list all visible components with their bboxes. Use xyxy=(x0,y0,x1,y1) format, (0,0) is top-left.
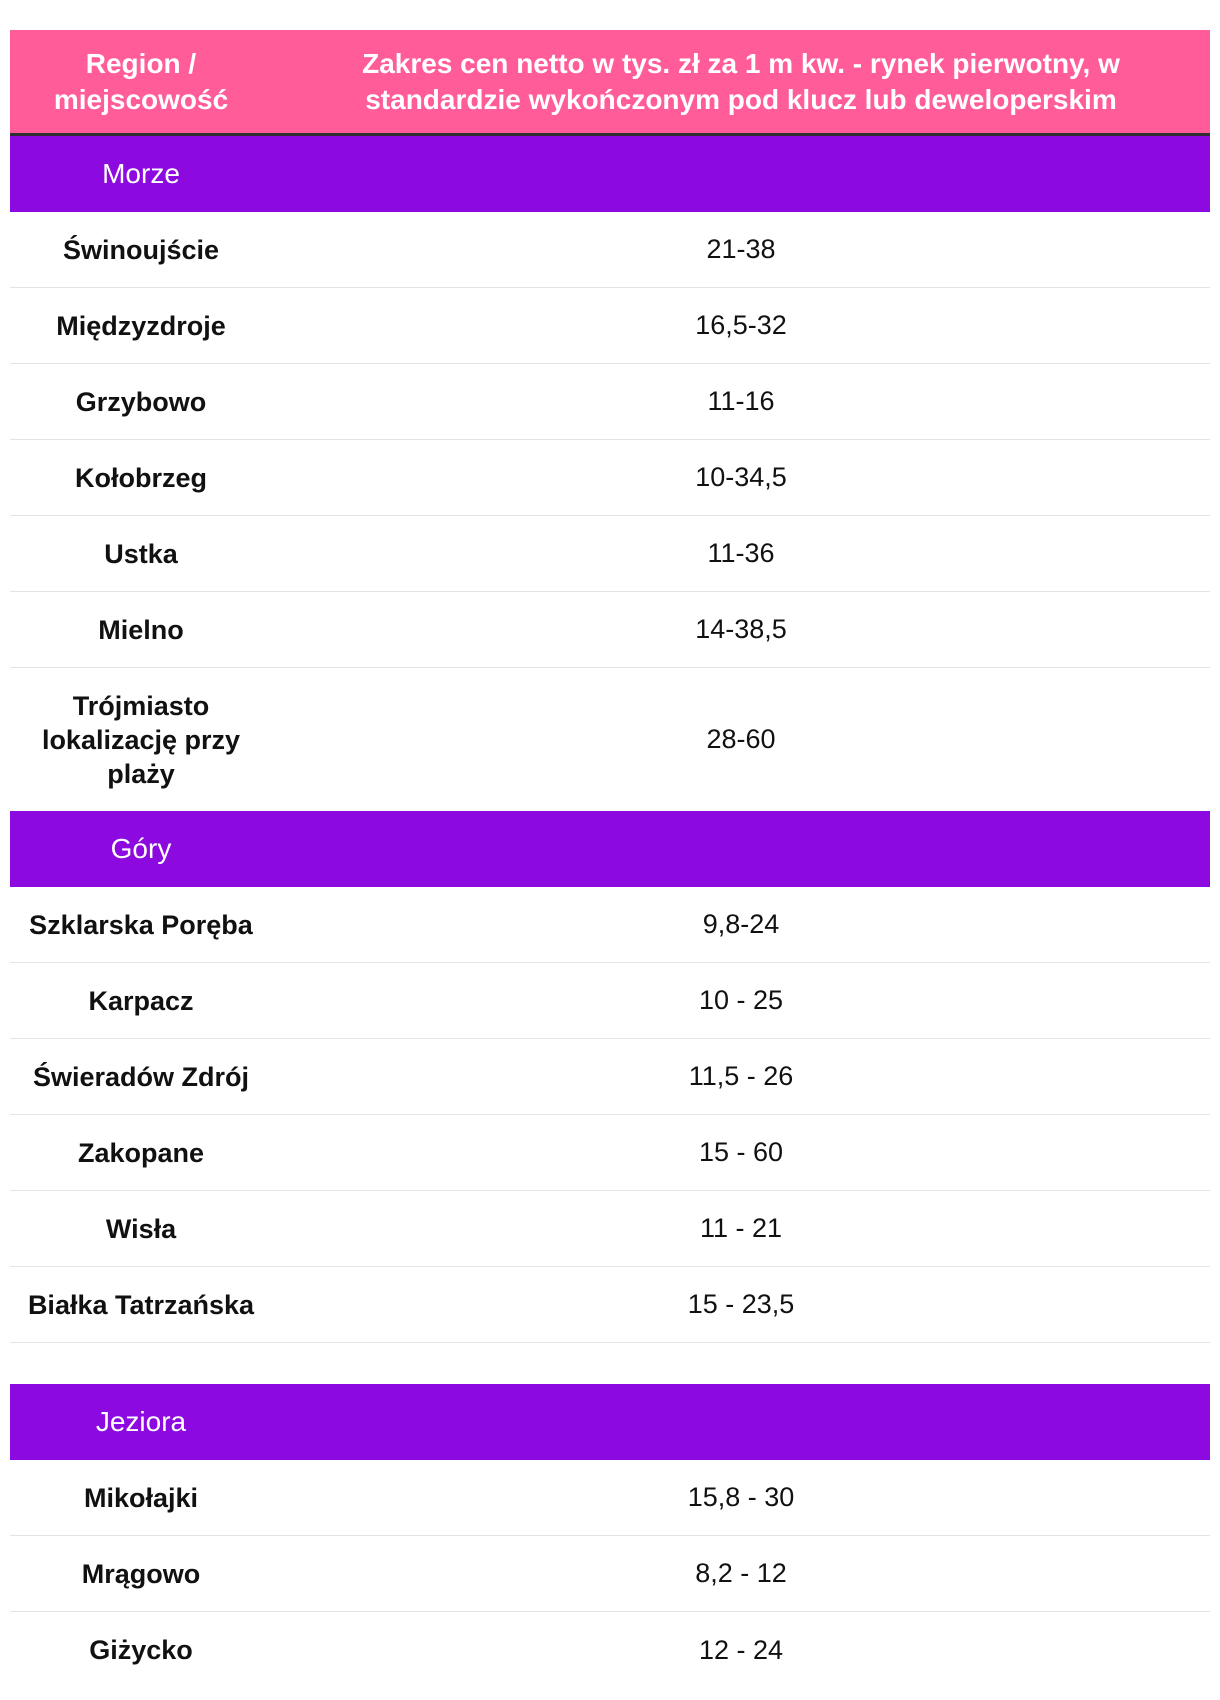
price-range-cell: 15 - 60 xyxy=(698,1137,784,1167)
table-row xyxy=(10,963,1210,1039)
price-range-cell: 15 - 23,5 xyxy=(687,1289,795,1319)
price-range-cell: 11 - 21 xyxy=(699,1213,783,1243)
section-label: Jeziora xyxy=(95,1406,187,1437)
table-row xyxy=(10,288,1210,364)
price-range-cell: 14-38,5 xyxy=(695,614,787,644)
table-row xyxy=(10,364,1210,440)
location-cell: Karpacz xyxy=(88,985,194,1016)
table-row xyxy=(10,440,1210,516)
section-label: Morze xyxy=(102,158,180,189)
table-row xyxy=(10,212,1210,288)
price-range-cell: 28-60 xyxy=(706,724,776,754)
location-cell: Szklarska Poręba xyxy=(29,909,253,940)
location-cell: Białka Tatrzańska xyxy=(27,1289,255,1320)
location-cell: Ustka xyxy=(104,538,178,569)
section-spacer xyxy=(10,1343,1210,1384)
location-cell: Międzyzdroje xyxy=(56,310,226,341)
table-row xyxy=(10,592,1210,668)
price-range-cell: 11,5 - 26 xyxy=(688,1061,794,1091)
location-cell: Kołobrzeg xyxy=(75,462,207,493)
table-row xyxy=(10,1115,1210,1191)
price-range-cell: 12 - 24 xyxy=(698,1634,784,1665)
table-row xyxy=(10,516,1210,592)
price-range-cell: 10-34,5 xyxy=(695,462,787,492)
table-row xyxy=(10,1612,1210,1688)
price-range-cell: 15,8 - 30 xyxy=(687,1482,795,1512)
price-range-cell: 10 - 25 xyxy=(698,985,784,1015)
section-row-morze xyxy=(10,136,1210,212)
location-cell: Wisła xyxy=(105,1213,177,1244)
table-row xyxy=(10,1536,1210,1612)
location-cell: Zakopane xyxy=(77,1137,205,1168)
price-range-cell: 11-16 xyxy=(707,386,775,416)
location-cell: Giżycko xyxy=(89,1635,193,1665)
price-range-cell: 9,8-24 xyxy=(702,909,780,939)
location-cell: Mikołajki xyxy=(83,1482,199,1513)
table-header-row xyxy=(10,30,1210,136)
header-location: Region / miejscowość xyxy=(53,47,229,115)
table-row xyxy=(10,1267,1210,1343)
price-table xyxy=(10,30,1210,1688)
price-range-cell: 16,5-32 xyxy=(695,310,787,340)
location-cell: Mrągowo xyxy=(81,1558,201,1589)
price-range-cell: 8,2 - 12 xyxy=(695,1558,787,1588)
table-row xyxy=(10,668,1210,811)
table-row xyxy=(10,1191,1210,1267)
location-cell: Świnoujście xyxy=(62,234,220,265)
location-cell: Grzybowo xyxy=(75,386,207,417)
price-range-cell: 11-36 xyxy=(707,538,775,568)
table-row xyxy=(10,887,1210,963)
price-range-cell: 21-38 xyxy=(706,234,776,264)
header-price-range: Zakres cen netto w tys. zł za 1 m kw. - rynek pierwotny, w standardzie wykończonym pod klucz lub deweloperskim xyxy=(362,47,1120,115)
location-cell: Mielno xyxy=(98,614,184,645)
table-row xyxy=(10,1039,1210,1115)
table-row xyxy=(10,1460,1210,1536)
section-row-gory xyxy=(10,811,1210,887)
location-cell: Świeradów Zdrój xyxy=(32,1061,250,1092)
location-cell: Trójmiasto lokalizację przy plaży xyxy=(41,690,241,789)
section-label: Góry xyxy=(110,833,172,864)
section-row-jeziora xyxy=(10,1384,1210,1460)
